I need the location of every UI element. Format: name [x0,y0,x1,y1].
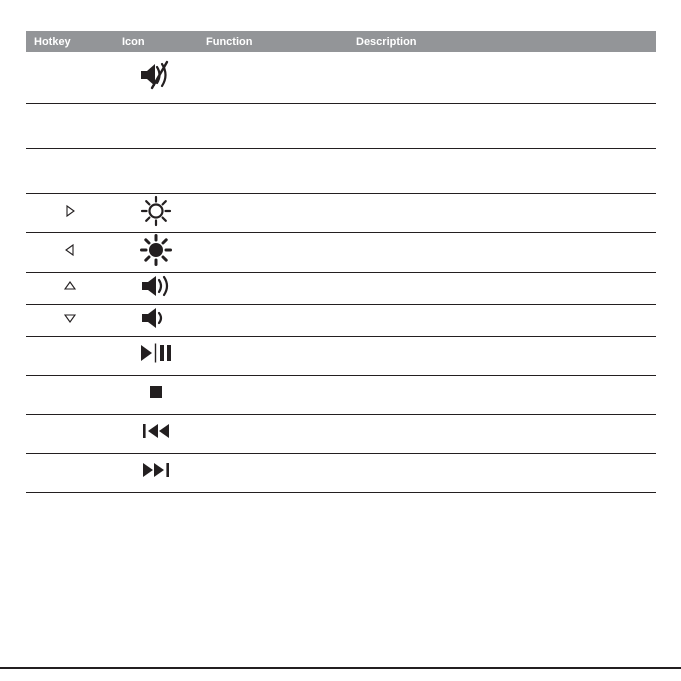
cell-hotkey [26,194,114,233]
column-header-hotkey: Hotkey [26,31,114,52]
column-header-icon: Icon [114,31,198,52]
table-body [26,52,656,492]
next-track-icon [138,460,174,480]
cell-icon [114,453,198,492]
cell-icon [114,194,198,233]
cell-description [348,375,656,414]
cell-description [348,233,656,272]
table-row [26,194,656,233]
previous-track-icon [138,421,174,441]
cell-icon [114,272,198,304]
cell-description [348,304,656,336]
cell-icon [114,233,198,272]
cell-icon [114,375,198,414]
column-header-description: Description [348,31,656,52]
cell-hotkey [26,272,114,304]
table-row [26,304,656,336]
cell-function [198,194,348,233]
cell-function [198,52,348,104]
hotkey-table [26,31,656,493]
cell-hotkey [26,375,114,414]
table-row [26,104,656,149]
cell-icon [114,149,198,194]
cell-function [198,304,348,336]
column-header-function: Function [198,31,348,52]
table-row [26,453,656,492]
cell-hotkey [26,149,114,194]
cell-function [198,414,348,453]
table-row [26,149,656,194]
table-header-row [26,31,656,52]
table-header [26,31,656,52]
cell-description [348,52,656,104]
cell-hotkey [26,304,114,336]
cell-icon [114,304,198,336]
cell-description [348,149,656,194]
table-row [26,272,656,304]
table-row [26,336,656,375]
cell-description [348,272,656,304]
volume-up-icon [139,273,173,299]
cell-icon [114,336,198,375]
cell-hotkey [26,104,114,149]
cell-function [198,233,348,272]
cell-function [198,149,348,194]
brightness-down-icon [139,194,173,228]
cell-icon [114,414,198,453]
stop-icon [145,383,167,401]
triangle-right-icon [63,204,77,218]
volume-down-icon [139,305,173,331]
table-row [26,375,656,414]
cell-description [348,194,656,233]
footer-divider [0,667,681,669]
play-pause-icon [137,342,175,364]
cell-description [348,104,656,149]
cell-hotkey [26,414,114,453]
brightness-up-icon [139,233,173,267]
table-row [26,414,656,453]
cell-description [348,336,656,375]
cell-hotkey [26,336,114,375]
cell-function [198,272,348,304]
cell-description [348,414,656,453]
cell-function [198,104,348,149]
cell-function [198,375,348,414]
table-row [26,52,656,104]
speaker-mute-icon [138,60,174,90]
cell-function [198,336,348,375]
table-row [26,233,656,272]
cell-icon [114,104,198,149]
cell-hotkey [26,233,114,272]
cell-function [198,453,348,492]
cell-description [348,453,656,492]
cell-hotkey [26,52,114,104]
triangle-left-icon [63,243,77,257]
triangle-down-icon [63,311,77,325]
triangle-up-icon [63,279,77,293]
cell-hotkey [26,453,114,492]
cell-icon [114,52,198,104]
